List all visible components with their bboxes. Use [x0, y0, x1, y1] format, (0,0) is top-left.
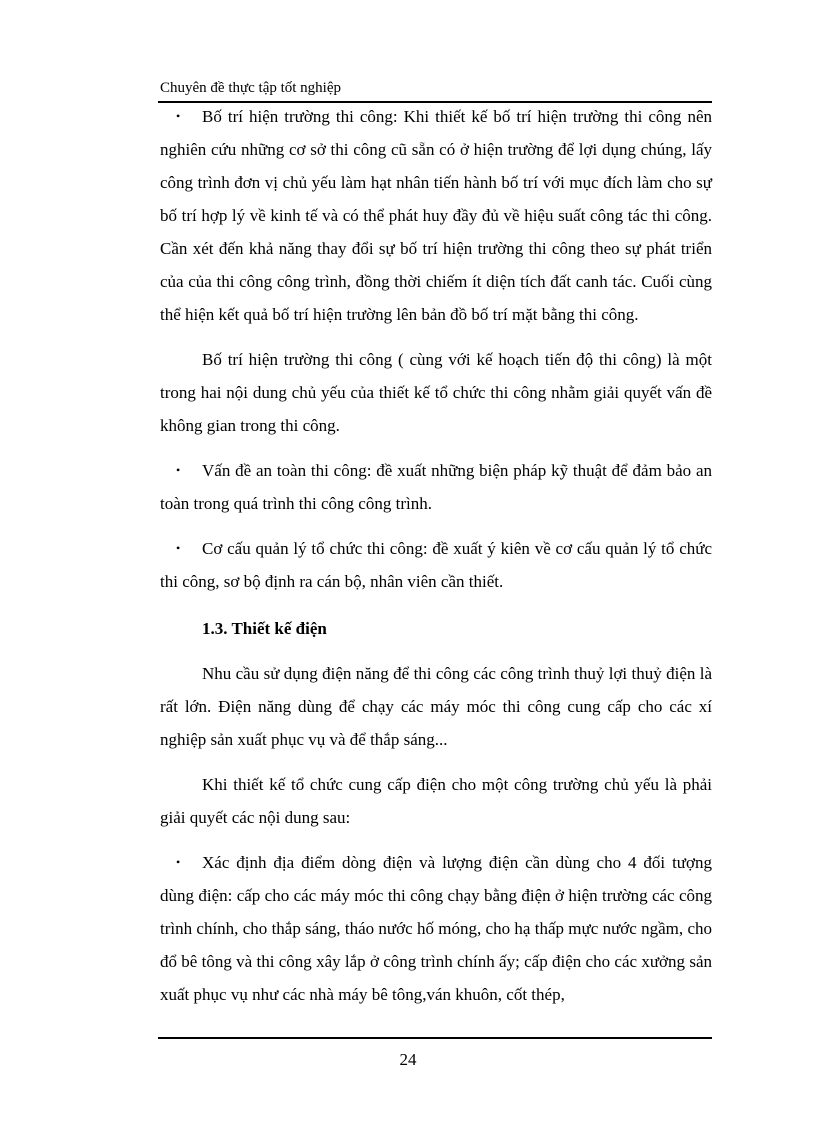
paragraph: Nhu cầu sử dụng điện năng để thi công các công trình thuỷ lợi thuỷ điện là rất lớn. Điện năng dùng để chạy các máy móc thi công cung cấp cho các xí nghiệp sản xuất phục vụ và để thắp sáng... — [160, 664, 712, 749]
page-header: Chuyên đề thực tập tốt nghiệp — [160, 80, 342, 96]
bullet-paragraph — [160, 532, 712, 598]
paragraph: Khi thiết kế tổ chức cung cấp điện cho một công trường chủ yếu là phải giải quyết các nội dung sau: — [160, 775, 712, 827]
page-number: 24 — [399, 1050, 417, 1069]
bullet-icon: • — [176, 463, 181, 477]
page-body — [160, 100, 712, 1011]
footer-divider — [158, 1037, 712, 1039]
bullet-icon: • — [176, 855, 181, 869]
paragraph-text: Bố trí hiện trường thi công: Khi thiết kế bố trí hiện trường thi công nên nghiên cứu những cơ sở thi công cũ sẵn có ở hiện trường để lợi dụng chúng, lấy công trình đơn vị chủ yếu làm hạt nhân tiến hành bố trí với mục đích làm cho sự bố trí hợp lý về kinh tế và có thể phát huy đầy đủ về hiệu suất công tác thi công. Cần xét đến khả năng thay đổi sự bố trí hiện trường thi công theo sự phát triển của của thi công công trình, đồng thời chiếm ít diện tích đất canh tác. Cuối cùng thể hiện kết quả bố trí hiện trường lên bản đồ bố trí mặt bằng thi công. — [160, 107, 712, 324]
paragraph-text: Xác định địa điểm dòng điện và lượng điện cần dùng cho 4 đối tượng dùng điện: cấp cho các máy móc thi công chạy bằng điện ở hiện trường các công trình chính, cho thắp sáng, tháo nước hố móng, cho hạ thấp mực nước ngầm, cho đổ bê tông và thi công xây lắp ở công trình chính ấy; cấp điện cho các xưởng sản xuất phục vụ như các nhà máy bê tông,ván khuôn, cốt thép, — [160, 853, 712, 1004]
paragraph: Bố trí hiện trường thi công ( cùng với kế hoạch tiến độ thi công) là một trong hai nội dung chủ yếu của thiết kế tổ chức thi công nhằm giải quyết vấn đề không gian trong thi công. — [160, 350, 712, 435]
bullet-icon: • — [176, 541, 181, 555]
section-heading: 1.3. Thiết kế điện — [202, 619, 327, 638]
paragraph-text: Vấn đề an toàn thi công: đề xuất những biện pháp kỹ thuật để đảm bảo an toàn trong quá trình thi công công trình. — [160, 461, 712, 513]
bullet-paragraph — [160, 100, 712, 331]
bullet-paragraph — [160, 454, 712, 520]
paragraph-text: Cơ cấu quản lý tổ chức thi công: đề xuất ý kiên về cơ cấu quản lý tổ chức thi công, sơ bộ định ra cán bộ, nhân viên cần thiết. — [160, 539, 712, 591]
bullet-icon: • — [176, 109, 181, 123]
bullet-paragraph — [160, 846, 712, 1011]
